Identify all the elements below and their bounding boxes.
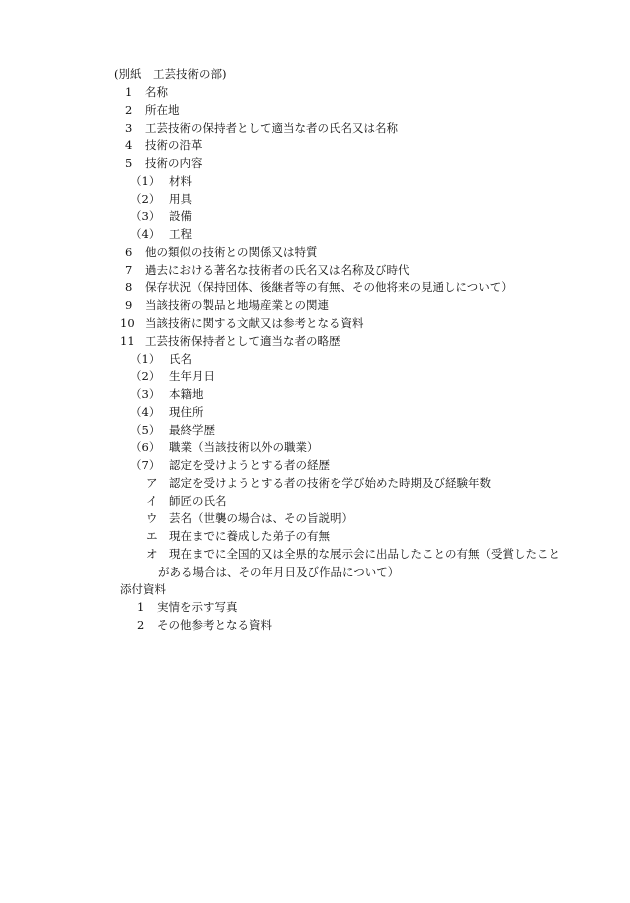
item-text: 師匠の氏名 bbox=[169, 494, 227, 508]
item-number: 2 bbox=[125, 103, 133, 117]
item-number: （3） bbox=[130, 209, 161, 223]
item-text: 生年月日 bbox=[169, 369, 215, 383]
item-number: 1 bbox=[137, 600, 145, 614]
item-number: （2） bbox=[130, 192, 161, 206]
item-text: 他の類似の技術との関係又は特質 bbox=[145, 245, 318, 259]
item-number: ア bbox=[146, 476, 158, 490]
item-number: 5 bbox=[125, 156, 133, 170]
item-text: 名称 bbox=[145, 85, 168, 99]
item-number: 8 bbox=[125, 280, 133, 294]
item-text: 設備 bbox=[169, 209, 192, 223]
item-number: 11 bbox=[120, 334, 135, 348]
item-number: （1） bbox=[130, 174, 161, 188]
item-text: 用具 bbox=[169, 192, 192, 206]
item-text: 技術の沿革 bbox=[145, 138, 203, 152]
item-number: （3） bbox=[130, 387, 161, 401]
item-number: イ bbox=[146, 494, 158, 508]
item-text: 職業（当該技術以外の職業） bbox=[169, 440, 319, 454]
item-text: 認定を受けようとする者の経歴 bbox=[169, 458, 330, 472]
item-text: その他参考となる資料 bbox=[157, 618, 272, 632]
item-text: 実情を示す写真 bbox=[157, 600, 238, 614]
item-text: 氏名 bbox=[169, 352, 192, 366]
item-text: 現在までに養成した弟子の有無 bbox=[169, 529, 330, 543]
item-text: 現住所 bbox=[169, 405, 204, 419]
item-number: （4） bbox=[130, 227, 161, 241]
item-text: 所在地 bbox=[145, 103, 180, 117]
item-number: （4） bbox=[130, 405, 161, 419]
item-number: 3 bbox=[125, 121, 133, 135]
item-number: 6 bbox=[125, 245, 133, 259]
item-text: 最終学歴 bbox=[169, 423, 215, 437]
item-number: （5） bbox=[130, 423, 161, 437]
item-number: 10 bbox=[120, 316, 135, 330]
item-number: （1） bbox=[130, 352, 161, 366]
item-number: 2 bbox=[137, 618, 145, 632]
item-number: 7 bbox=[125, 263, 133, 277]
item-text: 保存状況（保持団体、後継者等の有無、その他将来の見通しについて） bbox=[145, 280, 513, 294]
item-text: 工程 bbox=[169, 227, 192, 241]
item-number: （6） bbox=[130, 440, 161, 454]
item-text: 材料 bbox=[169, 174, 192, 188]
item-text: がある場合は、その年月日及び作品について） bbox=[158, 565, 400, 579]
item-text: 当該技術の製品と地場産業との関連 bbox=[145, 298, 329, 312]
item-number: 4 bbox=[125, 138, 133, 152]
item-text: 技術の内容 bbox=[145, 156, 203, 170]
item-text: 当該技術に関する文献又は参考となる資料 bbox=[145, 316, 364, 330]
item-text: 過去における著名な技術者の氏名又は名称及び時代 bbox=[145, 263, 410, 277]
item-text: 工芸技術保持者として適当な者の略歴 bbox=[145, 334, 341, 348]
item-text: 現在までに全国的又は全県的な展示会に出品したことの有無（受賞したこと bbox=[169, 547, 560, 561]
item-number: エ bbox=[146, 529, 158, 543]
item-text: 本籍地 bbox=[169, 387, 204, 401]
attachments-title: 添付資料 bbox=[120, 582, 166, 596]
item-text: 認定を受けようとする者の技術を学び始めた時期及び経験年数 bbox=[169, 476, 491, 490]
item-text: 芸名（世襲の場合は、その旨説明） bbox=[169, 511, 353, 525]
item-number: オ bbox=[146, 547, 158, 561]
item-number: （2） bbox=[130, 369, 161, 383]
item-number: 1 bbox=[125, 85, 133, 99]
section-header: (別紙 工芸技術の部) bbox=[114, 67, 227, 81]
item-number: 9 bbox=[125, 298, 133, 312]
item-number: ウ bbox=[146, 511, 158, 525]
item-text: 工芸技術の保持者として適当な者の氏名又は名称 bbox=[145, 121, 398, 135]
item-number: （7） bbox=[130, 458, 161, 472]
